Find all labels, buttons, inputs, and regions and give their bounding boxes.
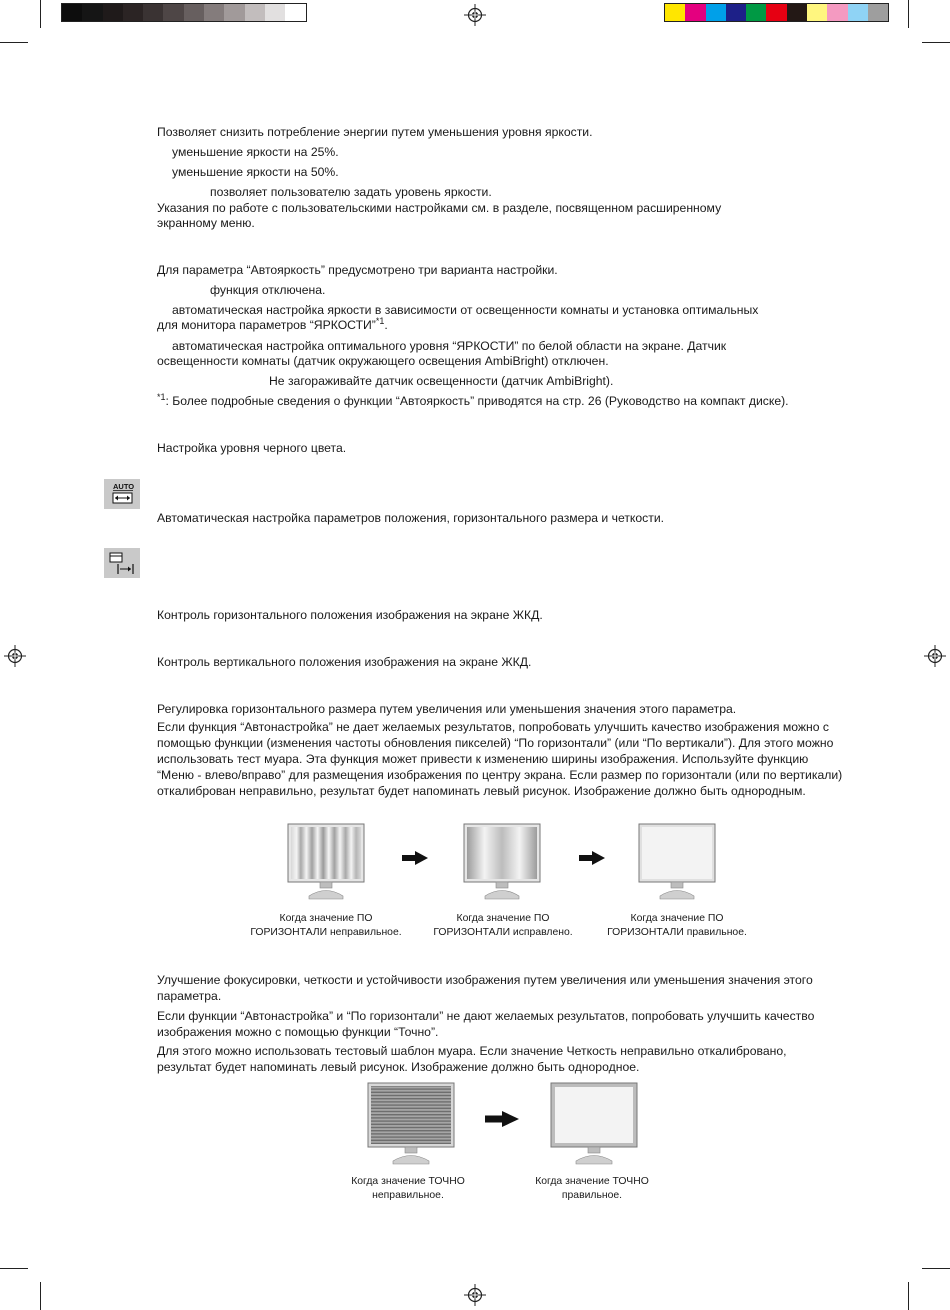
color-swatch bbox=[82, 4, 102, 21]
color-swatch bbox=[665, 4, 685, 21]
crop-mark bbox=[908, 0, 909, 28]
color-swatch bbox=[184, 4, 204, 21]
auto-adjust-description: Автоматическая настройка параметров положения, горизонтального размера и четкости. bbox=[157, 511, 665, 525]
eco-mode-description: Позволяет снизить потребление энергии путем уменьшения уровня яркости. bbox=[157, 125, 593, 139]
color-swatch bbox=[224, 4, 244, 21]
color-swatch bbox=[726, 4, 746, 21]
figure-caption: Когда значение ТОЧНО неправильное. bbox=[351, 1176, 465, 1201]
color-swatch bbox=[245, 4, 265, 21]
figure-caption: Когда значение ТОЧНО правильное. bbox=[535, 1176, 649, 1201]
crop-mark bbox=[0, 42, 28, 43]
color-swatch bbox=[163, 4, 183, 21]
h-size-description: Регулировка горизонтального размера путем увеличения или уменьшения значения этого параметра. bbox=[157, 702, 737, 716]
color-swatch bbox=[807, 4, 827, 21]
color-swatch bbox=[848, 4, 868, 21]
auto-brightness-description: Для параметра “Автояркость” предусмотрено три варианта настройки. bbox=[157, 263, 558, 277]
fine-description: Улучшение фокусировки, четкости и устойчивости изображения путем увеличения или уменьшения значения этого параметра. bbox=[157, 973, 813, 1003]
registration-mark-icon bbox=[464, 1284, 486, 1306]
color-swatch bbox=[265, 4, 285, 21]
color-swatch bbox=[827, 4, 847, 21]
fine-paragraph-1: Если функции “Автонастройка” и “По горизонтали” не дают желаемых результатов, попробовать улучшить качество изображения можно с помощью функции “Точно”. bbox=[157, 1009, 815, 1039]
arrow-right-icon bbox=[579, 851, 605, 865]
position-icon bbox=[104, 548, 140, 578]
color-swatch bbox=[746, 4, 766, 21]
monitor-fine-bad-image bbox=[367, 1082, 455, 1166]
arrow-right-icon bbox=[485, 1111, 519, 1127]
monitor-uniform-image bbox=[638, 823, 716, 903]
figure-caption: Когда значение ПО ГОРИЗОНТАЛИ правильное. bbox=[607, 913, 747, 938]
fine-paragraph-2: Для этого можно использовать тестовый шаблон муара. Если значение Четкость неправильно откалибровано, результат будет напоминать левый рисунок. Изображение должно быть однородное. bbox=[157, 1044, 787, 1074]
auto-adjust-icon bbox=[104, 479, 140, 509]
color-swatch bbox=[787, 4, 807, 21]
registration-mark-icon bbox=[4, 645, 26, 667]
grayscale-color-bar bbox=[61, 3, 307, 22]
color-swatch bbox=[204, 4, 224, 21]
auto-brightness-option-1: автоматическая настройка яркости в зависимости от освещенности комнаты и установка оптимальных bbox=[172, 303, 759, 317]
color-swatch bbox=[62, 4, 82, 21]
color-swatch bbox=[685, 4, 705, 21]
footnote: $^{*1}$: Более подробные сведения о функции “Автояркость” приводятся на стр. 26 (Руководство на компакт диске). bbox=[157, 391, 789, 408]
color-swatch bbox=[285, 4, 305, 21]
h-position-description: Контроль горизонтального положения изображения на экране ЖКД. bbox=[157, 608, 543, 622]
black-level-description: Настройка уровня черного цвета. bbox=[157, 441, 347, 455]
crop-mark bbox=[922, 1268, 950, 1269]
auto-brightness-option-1-cont: для монитора параметров “ЯРКОСТИ”$^{*1}$. bbox=[157, 315, 388, 332]
color-swatch bbox=[143, 4, 163, 21]
crop-mark bbox=[0, 1268, 28, 1269]
auto-brightness-option-2: автоматическая настройка оптимального уровня “ЯРКОСТИ” по белой области на экране. Датчик bbox=[172, 339, 727, 353]
color-swatch bbox=[868, 4, 888, 21]
crop-mark bbox=[40, 1282, 41, 1310]
crop-mark bbox=[922, 42, 950, 43]
figure-caption: Когда значение ПО ГОРИЗОНТАЛИ неправильное. bbox=[250, 913, 402, 938]
sensor-warning: Не загораживайте датчик освещенности (датчик AmbiBright). bbox=[269, 374, 614, 388]
eco-user-note: Указания по работе с пользовательскими настройками см. в разделе, посвященном расширенному bbox=[157, 201, 722, 215]
crop-mark bbox=[908, 1282, 909, 1310]
monitor-moire-fixed-image bbox=[463, 823, 541, 903]
crop-mark bbox=[40, 0, 41, 28]
process-color-bar bbox=[664, 3, 889, 22]
monitor-moire-bad-image bbox=[287, 823, 365, 903]
color-swatch bbox=[766, 4, 786, 21]
monitor-fine-good-image bbox=[550, 1082, 638, 1166]
v-position-description: Контроль вертикального положения изображения на экране ЖКД. bbox=[157, 655, 532, 669]
arrow-right-icon bbox=[402, 851, 428, 865]
color-swatch bbox=[123, 4, 143, 21]
eco-user-note-cont: экранному меню. bbox=[157, 216, 255, 230]
auto-brightness-off: функция отключена. bbox=[210, 283, 326, 297]
eco-option-25: уменьшение яркости на 25%. bbox=[172, 145, 339, 159]
auto-brightness-option-2-cont: освещенности комнаты (датчик окружающего освещения AmbiBright) отключен. bbox=[157, 354, 609, 368]
svg-text:AUTO: AUTO bbox=[113, 482, 135, 491]
figure-caption: Когда значение ПО ГОРИЗОНТАЛИ исправлено. bbox=[433, 913, 573, 938]
color-swatch bbox=[706, 4, 726, 21]
registration-mark-icon bbox=[924, 645, 946, 667]
eco-option-user: позволяет пользователю задать уровень яркости. bbox=[210, 185, 492, 199]
h-size-paragraph: Если функция “Автонастройка” не дает желаемых результатов, попробовать улучшить качество изображения можно с помощью функции (изменения частоты обновления пикселей) “По горизонтали” (или “По вертикали”). Для этого можно использовать тест муара. Эта функция может привести к изменению ширины изображения. Используйте функцию “Меню - влево/вправо” для размещения изображения по центру экрана. Если размер по горизонтали (или по вертикали) откалиброван неправильно, результат будет напоминать левый рисунок. Изображение должно быть однородным. bbox=[157, 720, 843, 798]
color-swatch bbox=[103, 4, 123, 21]
eco-option-50: уменьшение яркости на 50%. bbox=[172, 165, 339, 179]
registration-mark-icon bbox=[464, 4, 486, 26]
